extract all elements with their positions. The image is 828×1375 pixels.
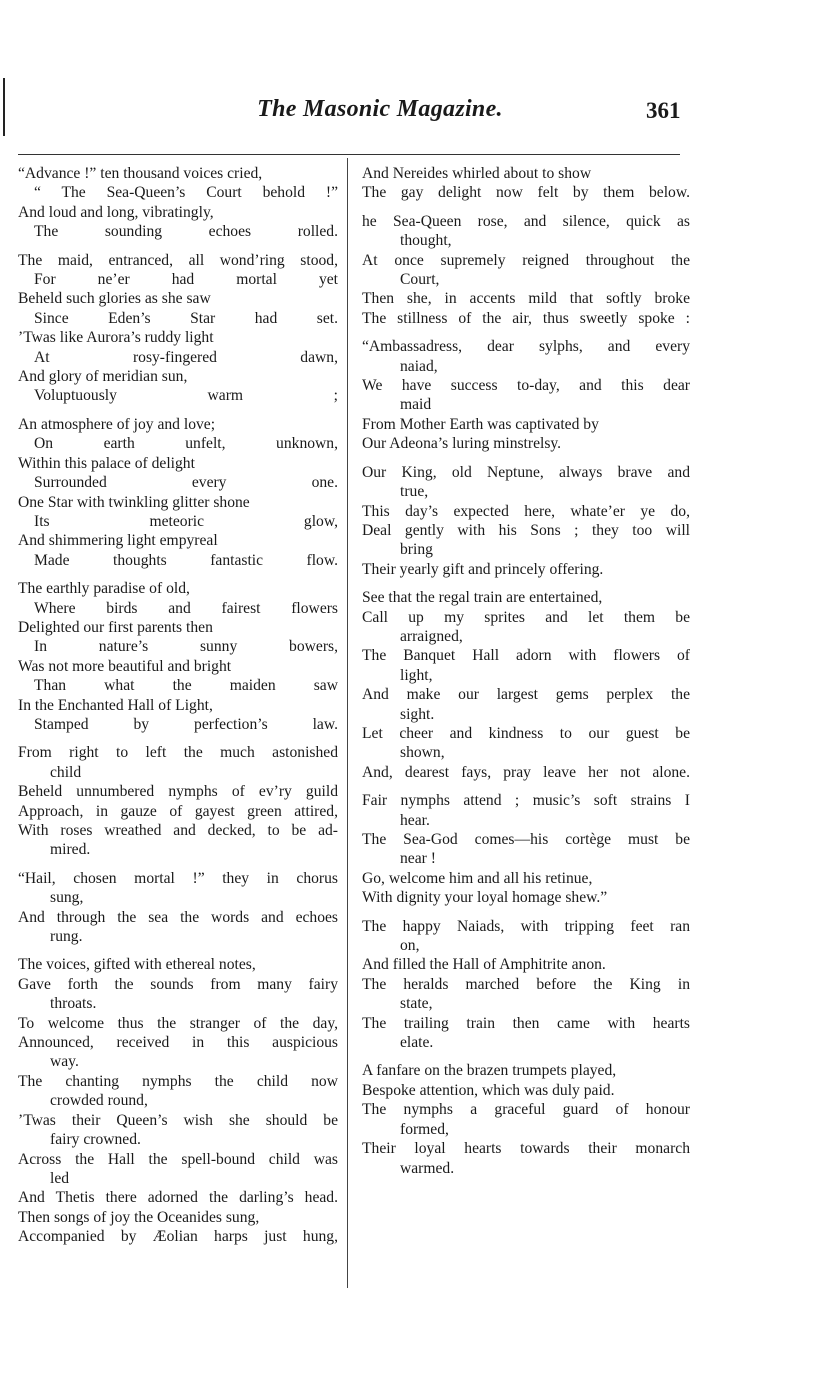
poem-line: crowded round, — [50, 1092, 148, 1110]
poem-line: Court, — [400, 271, 440, 289]
poem-line: sung, — [50, 889, 84, 907]
poem-line: The heralds marched before the King in — [362, 975, 690, 993]
poem-line: See that the regal train are entertained, — [362, 589, 603, 607]
poem-line: maid — [400, 396, 432, 414]
poem-line: true, — [400, 483, 429, 501]
poem-line: thought, — [400, 232, 452, 250]
poem-line: Made thoughts fantastic flow. — [34, 551, 338, 569]
poem-line: In the Enchanted Hall of Light, — [18, 696, 213, 714]
poem-line: rung. — [50, 928, 83, 946]
poem-line: For ne’er had mortal yet — [34, 271, 338, 289]
poem-line: Voluptuously warm ; — [34, 387, 338, 405]
poem-line: naiad, — [400, 357, 438, 375]
poem-line: hear. — [400, 811, 430, 829]
poem-line: bring — [400, 541, 433, 559]
stanza — [18, 579, 338, 734]
poem-line: Within this palace of delight — [18, 454, 195, 472]
poem-line: The happy Naiads, with tripping feet ran — [362, 917, 690, 935]
poem-line: And make our largest gems perplex the — [362, 686, 690, 704]
stanza — [18, 869, 338, 947]
poem-line: throats. — [50, 995, 97, 1013]
poem-line: At once supremely reigned throughout the — [362, 251, 690, 269]
poem-line: The maid, entranced, all wond’ring stood, — [18, 251, 338, 269]
poem-line: The chanting nymphs the child now — [18, 1072, 338, 1090]
poem-line: And through the sea the words and echoes — [18, 908, 338, 926]
poem-line: he Sea-Queen rose, and silence, quick as — [362, 212, 690, 230]
right-column — [362, 164, 690, 1187]
poem-line: Approach, in gauze of gayest green attired, — [18, 802, 338, 820]
stanza — [362, 791, 690, 907]
poem-line: on, — [400, 937, 420, 955]
poem-line: “Hail, chosen mortal !” they in chorus — [18, 869, 338, 887]
poem-line: state, — [400, 995, 433, 1013]
poem-line: An atmosphere of joy and love; — [18, 415, 216, 433]
running-title: The Masonic Magazine. — [257, 96, 503, 122]
poem-line: Since Eden’s Star had set. — [34, 309, 338, 327]
poem-line: Was not more beautiful and bright — [18, 657, 232, 675]
poem-line: light, — [400, 666, 433, 684]
poem-line: And glory of meridian sun, — [18, 368, 188, 386]
stanza — [362, 212, 690, 328]
poem-line: ’Twas their Queen’s wish she should be — [18, 1111, 338, 1129]
poem-line: We have success to-day, and this dear — [362, 377, 690, 395]
poem-line: sight. — [400, 705, 435, 723]
poem-line: The earthly paradise of old, — [18, 580, 190, 598]
poem-line: Than what the maiden saw — [34, 677, 338, 695]
left-column — [18, 164, 338, 1256]
poem-line: Stamped by perfection’s law. — [34, 715, 338, 733]
poem-line: And Nereides whirled about to show — [362, 165, 592, 182]
poem-line: The stillness of the air, thus sweetly spoke : — [362, 309, 690, 327]
stanza — [18, 164, 338, 242]
poem-line: arraigned, — [400, 627, 463, 645]
stanza — [362, 1061, 690, 1177]
poem-line: Then she, in accents mild that softly broke — [362, 290, 690, 308]
poem-line: Call up my sprites and let them be — [362, 608, 690, 626]
poem-line: To welcome thus the stranger of the day, — [18, 1014, 338, 1032]
poem-line: Deal gently with his Sons ; they too will — [362, 521, 690, 539]
poem-line: Their loyal hearts towards their monarch — [362, 1140, 690, 1158]
poem-line: Where birds and fairest flowers — [34, 599, 338, 617]
column-divider — [347, 158, 348, 1288]
poem-line: The nymphs a graceful guard of honour — [362, 1101, 690, 1119]
poem-line: The Banquet Hall adorn with flowers of — [362, 647, 690, 665]
poem-line: Accompanied by Æolian harps just hung, — [18, 1228, 338, 1246]
poem-line: Our King, old Neptune, always brave and — [362, 463, 690, 481]
poem-line: The voices, gifted with ethereal notes, — [18, 956, 256, 974]
poem-line: Then songs of joy the Oceanides sung, — [18, 1208, 260, 1226]
poem-line: From Mother Earth was captivated by — [362, 415, 599, 433]
poem-line: And, dearest fays, pray leave her not alone. — [362, 763, 690, 781]
poem-line: The trailing train then came with hearts — [362, 1014, 690, 1032]
poem-line: Our Adeona’s luring minstrelsy. — [362, 435, 562, 453]
poem-line: Gave forth the sounds from many fairy — [18, 975, 338, 993]
poem-line: On earth unfelt, unknown, — [34, 435, 338, 453]
poem-line: Let cheer and kindness to our guest be — [362, 724, 690, 742]
poem-line: Across the Hall the spell-bound child was — [18, 1150, 338, 1168]
poem-line: And filled the Hall of Amphitrite anon. — [362, 956, 606, 974]
poem-line: child — [50, 763, 82, 781]
poem-line: Bespoke attention, which was duly paid. — [362, 1081, 615, 1099]
poem-line: And loud and long, vibratingly, — [18, 203, 214, 221]
stanza — [18, 743, 338, 859]
poem-line: With dignity your loyal homage shew.” — [362, 889, 608, 907]
stanza — [362, 164, 690, 203]
poem-line: And shimmering light empyreal — [18, 532, 218, 550]
stanza — [18, 251, 338, 406]
poem-line: Delighted our first parents then — [18, 618, 213, 636]
poem-line: Fair nymphs attend ; music’s soft strains I — [362, 792, 690, 810]
poem-line: Beheld such glories as she saw — [18, 290, 211, 308]
poem-line: Its meteoric glow, — [34, 512, 338, 530]
poem-line: fairy crowned. — [50, 1131, 141, 1149]
poem-line: elate. — [400, 1034, 434, 1052]
stanza — [362, 917, 690, 1053]
poem-line: At rosy-fingered dawn, — [34, 348, 338, 366]
stanza — [362, 463, 690, 579]
poem-line: mired. — [50, 841, 91, 859]
poem-line: The gay delight now felt by them below. — [362, 184, 690, 202]
stanza — [362, 337, 690, 453]
page-number: 361 — [646, 98, 681, 123]
poem-line: Go, welcome him and all his retinue, — [362, 869, 593, 887]
poem-line: formed, — [400, 1120, 449, 1138]
poem-line: “Advance !” ten thousand voices cried, — [18, 165, 263, 182]
poem-line: A fanfare on the brazen trumpets played, — [362, 1062, 617, 1080]
poem-line: near ! — [400, 850, 436, 868]
poem-line: In nature’s sunny bowers, — [34, 638, 338, 656]
poem-line: From right to left the much astonished — [18, 744, 338, 762]
poem-line: The Sea-God comes—his cortège must be — [362, 831, 690, 848]
poem-line: With roses wreathed and decked, to be ad- — [18, 822, 338, 839]
poem-line: “ The Sea-Queen’s Court behold !” — [34, 184, 338, 202]
poem-line: One Star with twinkling glitter shone — [18, 493, 250, 511]
poem-line: Beheld unnumbered nymphs of ev’ry guild — [18, 783, 338, 801]
poem-line: This day’s expected here, whate’er ye do, — [362, 502, 690, 520]
poem-line: The sounding echoes rolled. — [34, 223, 338, 241]
poem-line: And Thetis there adorned the darling’s head. — [18, 1189, 338, 1207]
poem-line: Announced, received in this auspicious — [18, 1034, 338, 1052]
poem-line: ’Twas like Aurora’s ruddy light — [18, 329, 214, 347]
header-rule — [18, 154, 680, 155]
page-header — [0, 96, 828, 136]
poem-line: Surrounded every one. — [34, 474, 338, 492]
poem-line: shown, — [400, 744, 445, 762]
poem-line: led — [50, 1169, 70, 1187]
poem-line: way. — [50, 1053, 79, 1071]
poem-line: Their yearly gift and princely offering. — [362, 560, 604, 578]
stanza — [18, 415, 338, 570]
stanza — [362, 588, 690, 782]
stanza — [18, 955, 338, 1246]
poem-line: “Ambassadress, dear sylphs, and every — [362, 338, 690, 356]
poem-line: warmed. — [400, 1159, 455, 1177]
